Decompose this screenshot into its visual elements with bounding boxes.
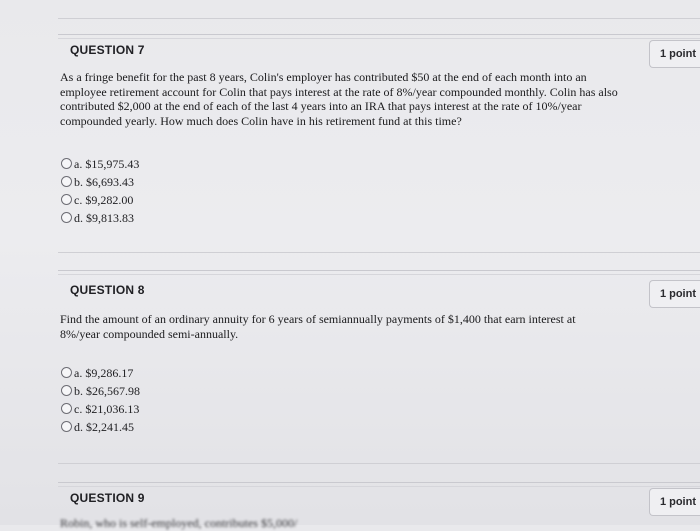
option-label: d. $2,241.45 [74,420,134,434]
section-divider [58,482,700,483]
option-label: b. $26,567.98 [74,384,140,398]
section-divider [58,34,700,35]
answer-option-c[interactable] [61,191,133,209]
radio-button-icon[interactable] [61,176,72,187]
divider [58,252,700,253]
radio-button-icon[interactable] [61,385,72,396]
top-divider [58,18,700,19]
question-text-partial: Robin, who is self-employed, contributes $5,000/ [60,516,298,530]
option-label: c. $9,282.00 [74,193,134,207]
question-text: Find the amount of an ordinary annuity for 6 years of semiannually payments of $1,400 that earn interest at 8%/year compounded semi-annually. [60,312,576,341]
question-text: As a fringe benefit for the past 8 years, Colin's employer has contributed $50 at the end of each month into an employee retirement account for Colin that pays interest at the rate of 8%/year compounded monthly. Colin has also contributed $2,000 at the end of each of the last 4 years into an IRA that pays interest at the rate of 10%/year compounded yearly. How much does Colin have in his retirement fund at this time? [60,70,618,128]
answer-option-b[interactable] [61,382,140,400]
option-label: c. $21,036.13 [74,402,140,416]
question-title: QUESTION 8 [70,283,145,297]
answer-option-a[interactable] [61,155,139,173]
answer-option-a[interactable] [61,364,133,382]
radio-button-icon[interactable] [61,421,72,432]
question-title: QUESTION 9 [70,491,145,505]
answer-option-d[interactable] [61,418,134,436]
points-badge: 1 point [649,40,700,68]
question-title: QUESTION 7 [70,43,145,57]
option-label: a. $9,286.17 [74,366,134,380]
radio-button-icon[interactable] [61,367,72,378]
answer-option-b[interactable] [61,173,134,191]
answer-option-d[interactable] [61,209,134,227]
radio-button-icon[interactable] [61,403,72,414]
radio-button-icon[interactable] [61,194,72,205]
points-badge: 1 point [649,280,700,308]
divider [58,463,700,464]
section-divider [58,270,700,271]
points-badge: 1 point [649,488,700,516]
radio-button-icon[interactable] [61,212,72,223]
answer-option-c[interactable] [61,400,139,418]
option-label: b. $6,693.43 [74,175,134,189]
option-label: a. $15,975.43 [74,157,140,171]
radio-button-icon[interactable] [61,158,72,169]
option-label: d. $9,813.83 [74,211,134,225]
